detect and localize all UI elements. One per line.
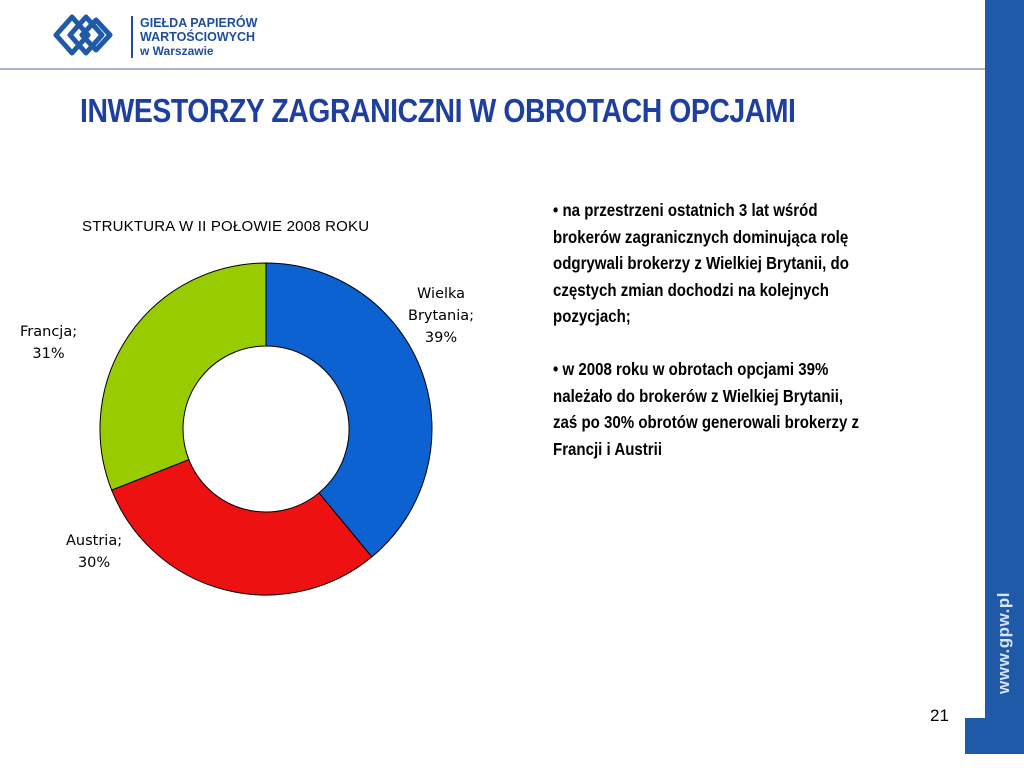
donut-slice-francja (100, 263, 266, 490)
bullet-line: • w 2008 roku w obrotach opcjami 39% (553, 359, 829, 379)
bullet-item (553, 197, 973, 330)
bullet-line: odgrywali brokerzy z Wielkiej Brytanii, do (553, 253, 849, 273)
bullet-line: zaś po 30% obrotów generowali brokerzy z (553, 412, 860, 432)
bullet-line: Francji i Austrii (553, 438, 663, 459)
website-url: www.gpw.pl (994, 592, 1013, 694)
slice-label-line: Austria; (66, 533, 123, 549)
bullet-line: brokerów zagranicznych dominująca rolę (553, 226, 849, 247)
bullet-line: • na przestrzeni ostatnich 3 lat wśród (553, 200, 818, 220)
bullet-line: częstych zmian dochodzi na kolejnych (553, 279, 829, 300)
chart-title: STRUKTURA W II POŁOWIE 2008 ROKU (82, 218, 370, 235)
donut-chart (0, 0, 560, 620)
slice-label-value: 39% (424, 330, 458, 346)
slice-label-value: 31% (32, 346, 65, 362)
bullet-list (553, 197, 973, 462)
page-number: 21 (930, 706, 949, 725)
bullet-item (553, 356, 973, 462)
logo-line-1: GIEŁDA PAPIERÓW (140, 16, 258, 30)
slice-label-line: Brytania; (408, 308, 475, 324)
slice-label-line: Francja; (20, 324, 78, 340)
bullet-line: należało do brokerów z Wielkiej Brytanii, (553, 385, 844, 406)
slice-label-wielka-brytania (408, 283, 474, 349)
slice-label-francja (20, 321, 77, 365)
logo-line-3: w Warszawie (140, 44, 214, 58)
slice-label-austria (66, 530, 122, 574)
bullet-spacer (553, 330, 973, 357)
slice-label-value: 30% (77, 555, 111, 571)
side-band-footer (965, 718, 1024, 754)
logo-line-2: WARTOŚCIOWYCH (140, 30, 256, 44)
slide-title: INWESTORZY ZAGRANICZNI W OBROTACH OPCJAMI (80, 92, 796, 129)
bullet-line: pozycjach; (553, 306, 631, 326)
slice-label-line: Wielka (417, 286, 466, 302)
